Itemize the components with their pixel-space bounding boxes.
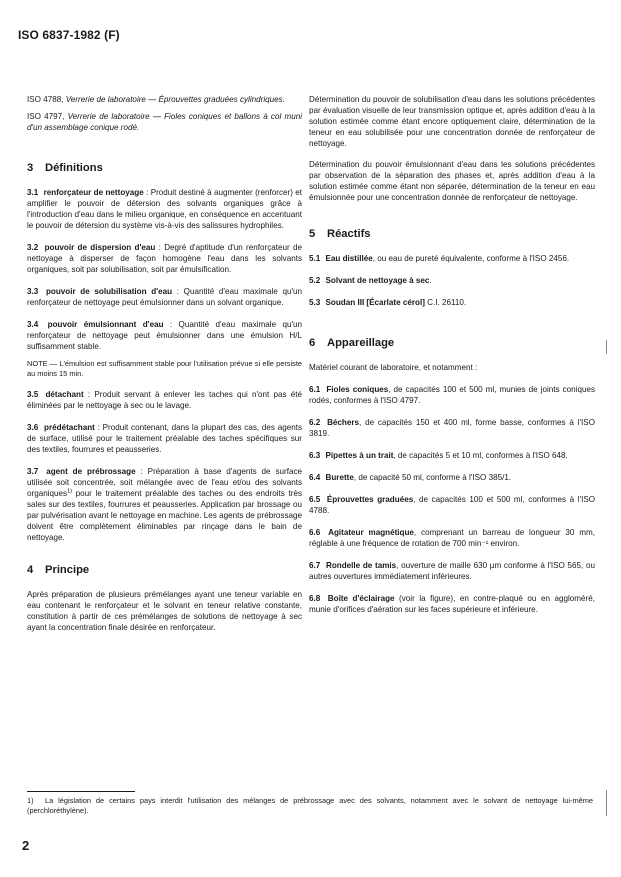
apparatus-6-3: 6.3 Pipettes à un trait, de capacités 5 et 10 ml, conformes à l'ISO 648. — [309, 451, 568, 460]
right-column — [309, 94, 595, 626]
footnote: 1) La législation de certains pays interdit l'utilisation des mélanges de prébrossage avec des solvants, notamment avec le solvant de nettoyage lui-même (perchloréthylène). — [27, 796, 593, 815]
scan-mark — [606, 340, 607, 354]
reagent-5-1: 5.1 Eau distillée, ou eau de pureté équivalente, conforme à l'ISO 2456. — [309, 254, 570, 263]
definition-3-4: 3.4 pouvoir émulsionnant d'eau : Quantité d'eau maximale qu'un renforçateur de nettoyage peut émulsionner dans une émulsion H/L suffisamment stable. — [27, 320, 303, 351]
reagent-5-3: 5.3 Soudan III [Écarlate cérol] C.I. 26110. — [309, 298, 467, 307]
apparatus-6-7: 6.7 Rondelle de tamis, ouverture de maille 630 µm conforme à l'ISO 565, ou autres ouvertures immédiatement inférieures. — [309, 561, 596, 581]
scan-mark — [606, 790, 607, 816]
footnote-marker: 1) — [67, 488, 72, 495]
reagent-5-2: 5.2 Solvant de nettoyage à sec. — [309, 276, 432, 285]
section-5-heading: 5 Réactifs — [309, 228, 371, 240]
solubilisation-paragraph: Détermination du pouvoir de solubilisation d'eau dans les solutions précédentes par évaluation visuelle de leur transmission optique et, après addition d'eau à la solution estimée comme étant encore optiquement claire, détermination de la teneur en eau solubilisée pour une concentration donnée de renforçateur de nettoyage. — [309, 95, 595, 148]
definition-3-6: 3.6 prédétachant : Produit contenant, dans la plupart des cas, des agents de surface, utilisé pour le traitement préalable des taches spécifiques sur des textiles, fourrures et peausseries. — [27, 423, 302, 454]
apparatus-6-4: 6.4 Burette, de capacité 50 ml, conforme à l'ISO 385/1. — [309, 473, 512, 482]
apparatus-6-8: 6.8 Boîte d'éclairage (voir la figure), en contre-plaqué ou en aggloméré, munie d'orifices d'aération sur les faces supérieure et inférieure. — [309, 594, 595, 614]
reference-iso-4797: ISO 4797, Verrerie de laboratoire — Fioles coniques et ballons à col muni d'un assemblage conique rodé. — [27, 112, 302, 132]
section-3-heading: 3 Définitions — [27, 162, 103, 174]
definition-3-2: 3.2 pouvoir de dispersion d'eau : Degré d'aptitude d'un renforçateur de nettoyage à disperser de façon homogène l'eau dans les solvants organiques, soit par solubilisation, soit par émulsification. — [27, 243, 303, 274]
section-6-heading: 6 Appareillage — [309, 337, 395, 349]
emulsion-paragraph: Détermination du pouvoir émulsionnant d'eau dans les solutions précédentes par observation de la séparation des phases et, après addition d'eau à la solution estimée comme étant non séparée, détermination de la teneur en eau émulsionnée pour une concentration donnée de renforçateur de nettoyage. — [309, 160, 595, 202]
reference-iso-4788: ISO 4788, Verrerie de laboratoire — Éprouvettes graduées cylindriques. — [27, 95, 285, 104]
definition-3-3: 3.3 pouvoir de solubilisation d'eau : Quantité d'eau maximale qu'un renforçateur de nettoyage peut émulsionner dans un solvant organique. — [27, 287, 302, 307]
definition-3-5: 3.5 détachant : Produit servant à enlever les taches qui n'ont pas été éliminées par le nettoyage à sec ou le lavage. — [27, 390, 302, 410]
apparatus-6-6: 6.6 Agitateur magnétique, comprenant un barreau de longueur 30 mm, réglable à une fréquence de rotation de 700 min⁻¹ environ. — [309, 528, 595, 548]
left-column — [27, 94, 302, 633]
section-4-heading: 4 Principe — [27, 564, 90, 576]
apparatus-6-2: 6.2 Béchers, de capacités 150 et 400 ml, forme basse, conformes à l'ISO 3819. — [309, 418, 595, 438]
document-header: ISO 6837-1982 (F) — [18, 28, 120, 42]
definition-3-1: 3.1 renforçateur de nettoyage : Produit destiné à augmenter (renforcer) et amplifier le pouvoir de détersion des solvants organiques grâce à l'introduction d'eau dans le milieu organique, en conséquence en accentuant le pouvoir de détersion du système vis-à-vis des salissures hydrophiles. — [27, 188, 303, 230]
apparatus-6-5: 6.5 Éprouvettes graduées, de capacités 100 et 500 ml, conformes à l'ISO 4788. — [309, 495, 596, 515]
apparatus-6-1: 6.1 Fioles coniques, de capacités 100 et 500 ml, munies de joints coniques rodés, conformes à l'ISO 4797. — [309, 385, 595, 405]
note-emulsion: NOTE — L'émulsion est suffisamment stable pour l'utilisation prévue si elle persiste au moins 15 min. — [27, 359, 302, 378]
apparatus-intro: Matériel courant de laboratoire, et notamment : — [309, 363, 478, 372]
principe-paragraph: Après préparation de plusieurs prémélanges ayant une teneur variable en eau contenant le renforçateur et le solvant en teneur relative constante, constitution à partir de ces prémélanges de solutions de nettoyage à sec ayant la concentration finale désirée en renforçateur. — [27, 590, 302, 632]
definition-3-7: 3.7 agent de prébrossage : Préparation à base d'agents de surface utilisée soit concentrée, soit mélangée avec de l'eau et/ou des solvants organiques$^{1)}$ pour le traitement préalable des taches ou des endroits très sales sur des textiles, fourrures et peausseries. Application par brossage ou par pulvérisation avant le nettoyage en machine. Les agents de prébrossage doivent être complètement éliminables par rinçage dans le bain de nettoyage. — [27, 467, 303, 542]
page-number: 2 — [22, 838, 30, 853]
footnote-rule — [27, 791, 135, 792]
